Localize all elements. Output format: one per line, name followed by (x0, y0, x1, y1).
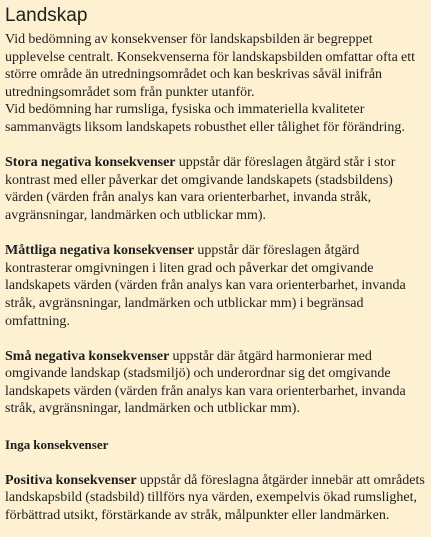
box-title: Landskap (5, 5, 88, 26)
section-stora (5, 154, 427, 224)
section-text: uppstår där åtgärd harmonierar med omgivande landskap (stadsmiljö) och underordnar sig det omgivande landskapets värden (värden från analys kan vara orienterbarhet, invanda stråk, avgränsningar, landmärken och utblickar mm). (5, 348, 406, 417)
section-lead: Måttliga negativa konsekvenser (5, 243, 195, 259)
section-text: uppstår där föreslagen åtgärd kontrasterar omgivningen i liten grad och påverkar det omgivande landskapets värden (värden från analys kan vara orienterbarhet, invanda stråk, avgränsningar, landmärken och utblickar mm) i begränsad omfattning. (5, 243, 406, 329)
spacer (5, 418, 427, 436)
section-lead: Små negativa konsekvenser (5, 348, 170, 364)
section-lead: Stora negativa konsekvenser (5, 155, 176, 171)
section-text: uppstår där föreslagen åtgärd står i stor kontrast med eller påverkar det omgivande landskapets (stadsbildens) värden (värden från analys kan vara orienterbarhet, invanda stråk, avgränsningar, landmärken och utblickar mm). (5, 155, 396, 223)
intro-paragraph-2: Vid bedömning har rumsliga, fysiska och immateriella kvaliteter sammanvägts liksom landskapets robusthet eller tålighet för förändring. (5, 102, 405, 135)
section-positiva (5, 472, 427, 525)
spacer (5, 225, 427, 243)
spacer (5, 330, 427, 348)
intro-paragraph-1: Vid bedömning av konsekvenser för landskapsbilden är begreppet upplevelse centralt. Konsekvenserna för landskapsbilden omfattar ofta ett större område än utredningsområdet och kan beskrivas såväl inifrån utredningsområdet som från punkter utanför. (5, 32, 415, 100)
section-text: uppstår då föreslagna åtgärder innebär att områdets landskapsbild (stadsbild) tillförs nya värden, exempelvis ökad rumslighet, förbättrad utsikt, förstärkande av stråk, målpunkter eller landmärken. (5, 472, 425, 524)
spacer (5, 454, 427, 472)
section-inga (5, 436, 427, 455)
section-mattliga (5, 242, 427, 330)
section-sma (5, 348, 427, 418)
spacer (5, 137, 427, 155)
section-lead: Inga konsekvenser (5, 436, 109, 452)
section-lead: Positiva konsekvenser (5, 472, 137, 488)
